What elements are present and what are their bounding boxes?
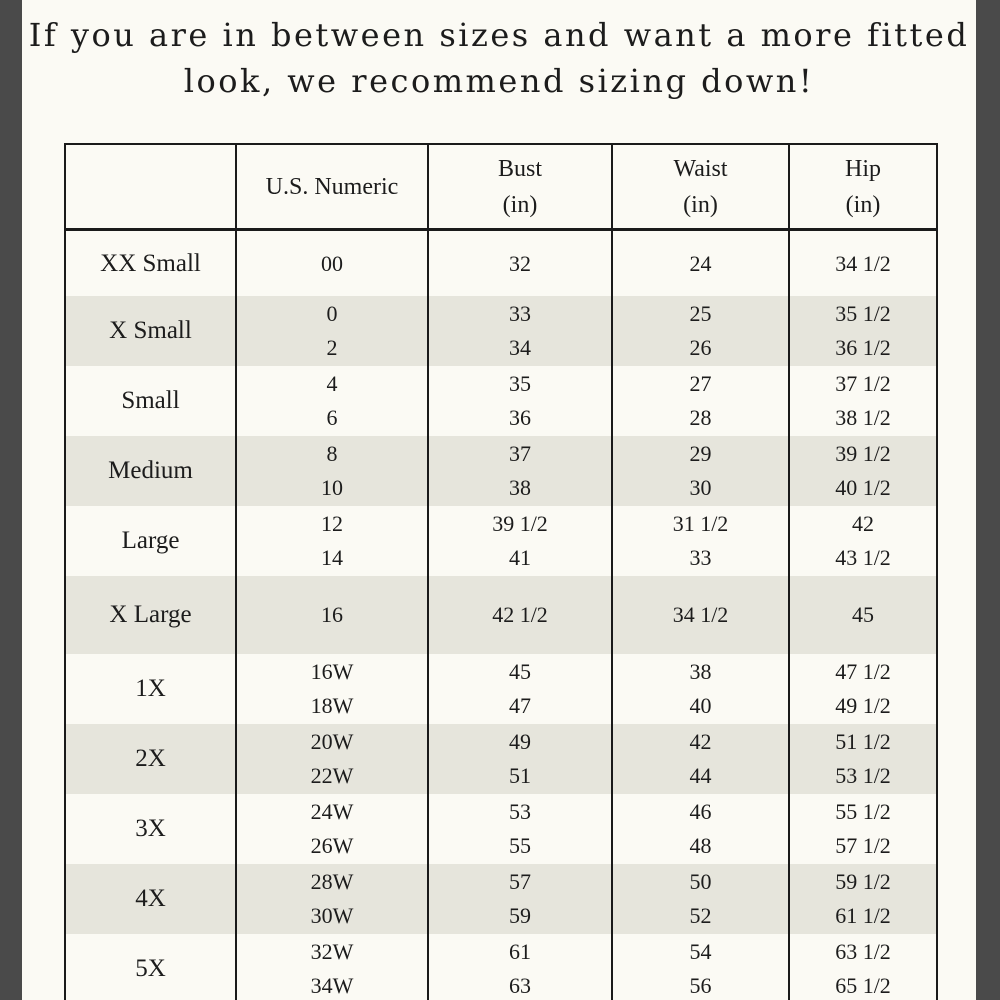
bust-value: 42 1/2 [492,602,548,627]
numeric-value: 16 [321,602,343,627]
bust-value: 49 [509,729,531,754]
numeric-cell [236,506,428,576]
hip-value: 65 1/2 [835,973,891,998]
hip-value: 37 1/2 [835,371,891,396]
bust-value: 59 [509,903,531,928]
hip-value: 63 1/2 [835,939,891,964]
size-label: 2X [65,724,236,794]
waist-cell [612,506,789,576]
hip-value: 42 [852,511,874,536]
size-row [65,230,937,297]
waist-value: 44 [689,763,712,788]
numeric-cell [236,724,428,794]
hip-cell [789,296,937,366]
numeric-value: 22W [310,763,354,788]
bust-value: 41 [509,545,531,570]
waist-value: 56 [689,973,712,998]
bust-value: 33 [509,301,531,326]
numeric-value: 30W [310,903,354,928]
hip-value: 40 1/2 [835,475,891,500]
waist-value: 31 1/2 [672,511,729,536]
waist-cell [612,296,789,366]
waist-value: 40 [689,693,712,718]
size-row [65,296,937,366]
numeric-cell [236,230,428,297]
waist-value: 46 [689,799,712,824]
bust-cell [428,654,612,724]
header-bust-label: Bust [497,155,542,182]
waist-value: 48 [689,833,712,858]
hip-value: 43 1/2 [835,545,891,570]
size-label: 5X [65,934,236,1000]
numeric-value: 2 [326,335,338,360]
numeric-value: 16W [310,659,354,684]
size-label: XX Small [65,230,236,297]
numeric-cell [236,654,428,724]
numeric-value: 00 [321,250,343,276]
size-label: X Large [65,576,236,654]
header-hip [789,144,937,230]
hip-value: 53 1/2 [835,763,891,788]
hip-value: 47 1/2 [835,659,891,684]
waist-value: 54 [689,939,712,964]
waist-value: 28 [689,405,712,430]
numeric-value: 6 [326,405,338,430]
bust-value: 37 [509,441,531,466]
header-hip-unit: (in) [845,191,881,218]
hip-cell [789,230,937,297]
bust-cell [428,576,612,654]
header-waist [612,144,789,230]
numeric-value: 32W [310,939,354,964]
waist-value: 27 [689,371,712,396]
bust-cell [428,506,612,576]
numeric-value: 14 [321,545,343,570]
bust-value: 38 [509,475,531,500]
bust-value: 47 [509,693,531,718]
bust-value: 63 [509,973,531,998]
size-label: X Small [65,296,236,366]
bust-cell [428,794,612,864]
size-row [65,934,937,1000]
bust-value: 51 [509,763,531,788]
waist-value: 50 [689,869,712,894]
size-label: 4X [65,864,236,934]
numeric-value: 26W [310,833,354,858]
numeric-value: 0 [326,301,338,326]
hip-cell [789,934,937,1000]
size-guide-sheet [22,0,976,1000]
hip-value: 49 1/2 [835,693,891,718]
waist-value: 29 [689,441,712,466]
hip-value: 38 1/2 [835,405,891,430]
bust-value: 55 [509,833,531,858]
bust-cell [428,296,612,366]
hip-cell [789,436,937,506]
hip-value: 61 1/2 [835,903,891,928]
numeric-cell [236,576,428,654]
header-waist-label: Waist [673,155,728,182]
waist-cell [612,864,789,934]
header-hip-label: Hip [845,155,881,182]
sizing-advice [22,12,976,104]
bust-value: 36 [509,405,531,430]
waist-value: 24 [689,250,712,276]
waist-value: 30 [689,475,712,500]
hip-cell [789,794,937,864]
numeric-value: 20W [310,729,354,754]
waist-cell [612,576,789,654]
header-us-numeric: U.S. Numeric [236,144,428,230]
sizing-advice-line-1: If you are in between sizes and want a more fitted [28,16,970,54]
hip-value: 34 1/2 [835,250,891,276]
size-chart-body [65,230,937,1000]
size-label: 1X [65,654,236,724]
size-row [65,654,937,724]
size-row [65,366,937,436]
size-label: Medium [65,436,236,506]
hip-value: 51 1/2 [835,729,891,754]
bust-value: 61 [509,939,531,964]
size-row [65,794,937,864]
numeric-cell [236,366,428,436]
waist-value: 26 [689,335,712,360]
numeric-value: 28W [310,869,354,894]
sizing-advice-line-2: look, we recommend sizing down! [183,62,815,100]
size-chart-table [64,143,938,1000]
hip-value: 35 1/2 [835,301,891,326]
waist-value: 33 [689,545,712,570]
numeric-value: 18W [310,693,354,718]
bust-value: 57 [509,869,531,894]
hip-value: 59 1/2 [835,869,891,894]
size-row [65,864,937,934]
waist-cell [612,436,789,506]
hip-cell [789,576,937,654]
waist-cell [612,724,789,794]
bust-cell [428,366,612,436]
size-row [65,506,937,576]
header-waist-unit: (in) [683,191,718,218]
waist-value: 38 [689,659,712,684]
bust-value: 32 [509,250,531,276]
header-row [65,144,937,230]
bust-value: 45 [509,659,531,684]
numeric-value: 34W [310,973,354,998]
hip-value: 39 1/2 [835,441,891,466]
numeric-cell [236,436,428,506]
waist-value: 34 1/2 [672,602,729,627]
header-bust-unit: (in) [502,191,538,218]
bust-value: 35 [509,371,531,396]
numeric-value: 10 [321,475,343,500]
hip-cell [789,724,937,794]
hip-cell [789,864,937,934]
waist-cell [612,934,789,1000]
bust-cell [428,436,612,506]
size-label: Small [65,366,236,436]
hip-value: 55 1/2 [835,799,891,824]
numeric-cell [236,794,428,864]
numeric-cell [236,934,428,1000]
waist-value: 42 [689,729,712,754]
bust-value: 39 1/2 [492,511,548,536]
numeric-cell [236,296,428,366]
bust-cell [428,934,612,1000]
bust-cell [428,864,612,934]
waist-cell [612,794,789,864]
header-size [65,144,236,230]
bust-cell [428,230,612,297]
numeric-value: 4 [326,371,338,396]
size-label: 3X [65,794,236,864]
numeric-value: 24W [310,799,354,824]
size-row [65,576,937,654]
waist-cell [612,654,789,724]
bust-value: 34 [509,335,531,360]
header-bust [428,144,612,230]
numeric-cell [236,864,428,934]
hip-value: 57 1/2 [835,833,891,858]
hip-cell [789,506,937,576]
size-label: Large [65,506,236,576]
waist-cell [612,366,789,436]
hip-cell [789,366,937,436]
hip-value: 36 1/2 [835,335,891,360]
bust-cell [428,724,612,794]
hip-value: 45 [852,602,874,627]
bust-value: 53 [509,799,531,824]
waist-cell [612,230,789,297]
waist-value: 52 [689,903,712,928]
size-row [65,724,937,794]
numeric-value: 12 [321,511,343,536]
waist-value: 25 [689,301,712,326]
size-row [65,436,937,506]
numeric-value: 8 [326,441,338,466]
hip-cell [789,654,937,724]
